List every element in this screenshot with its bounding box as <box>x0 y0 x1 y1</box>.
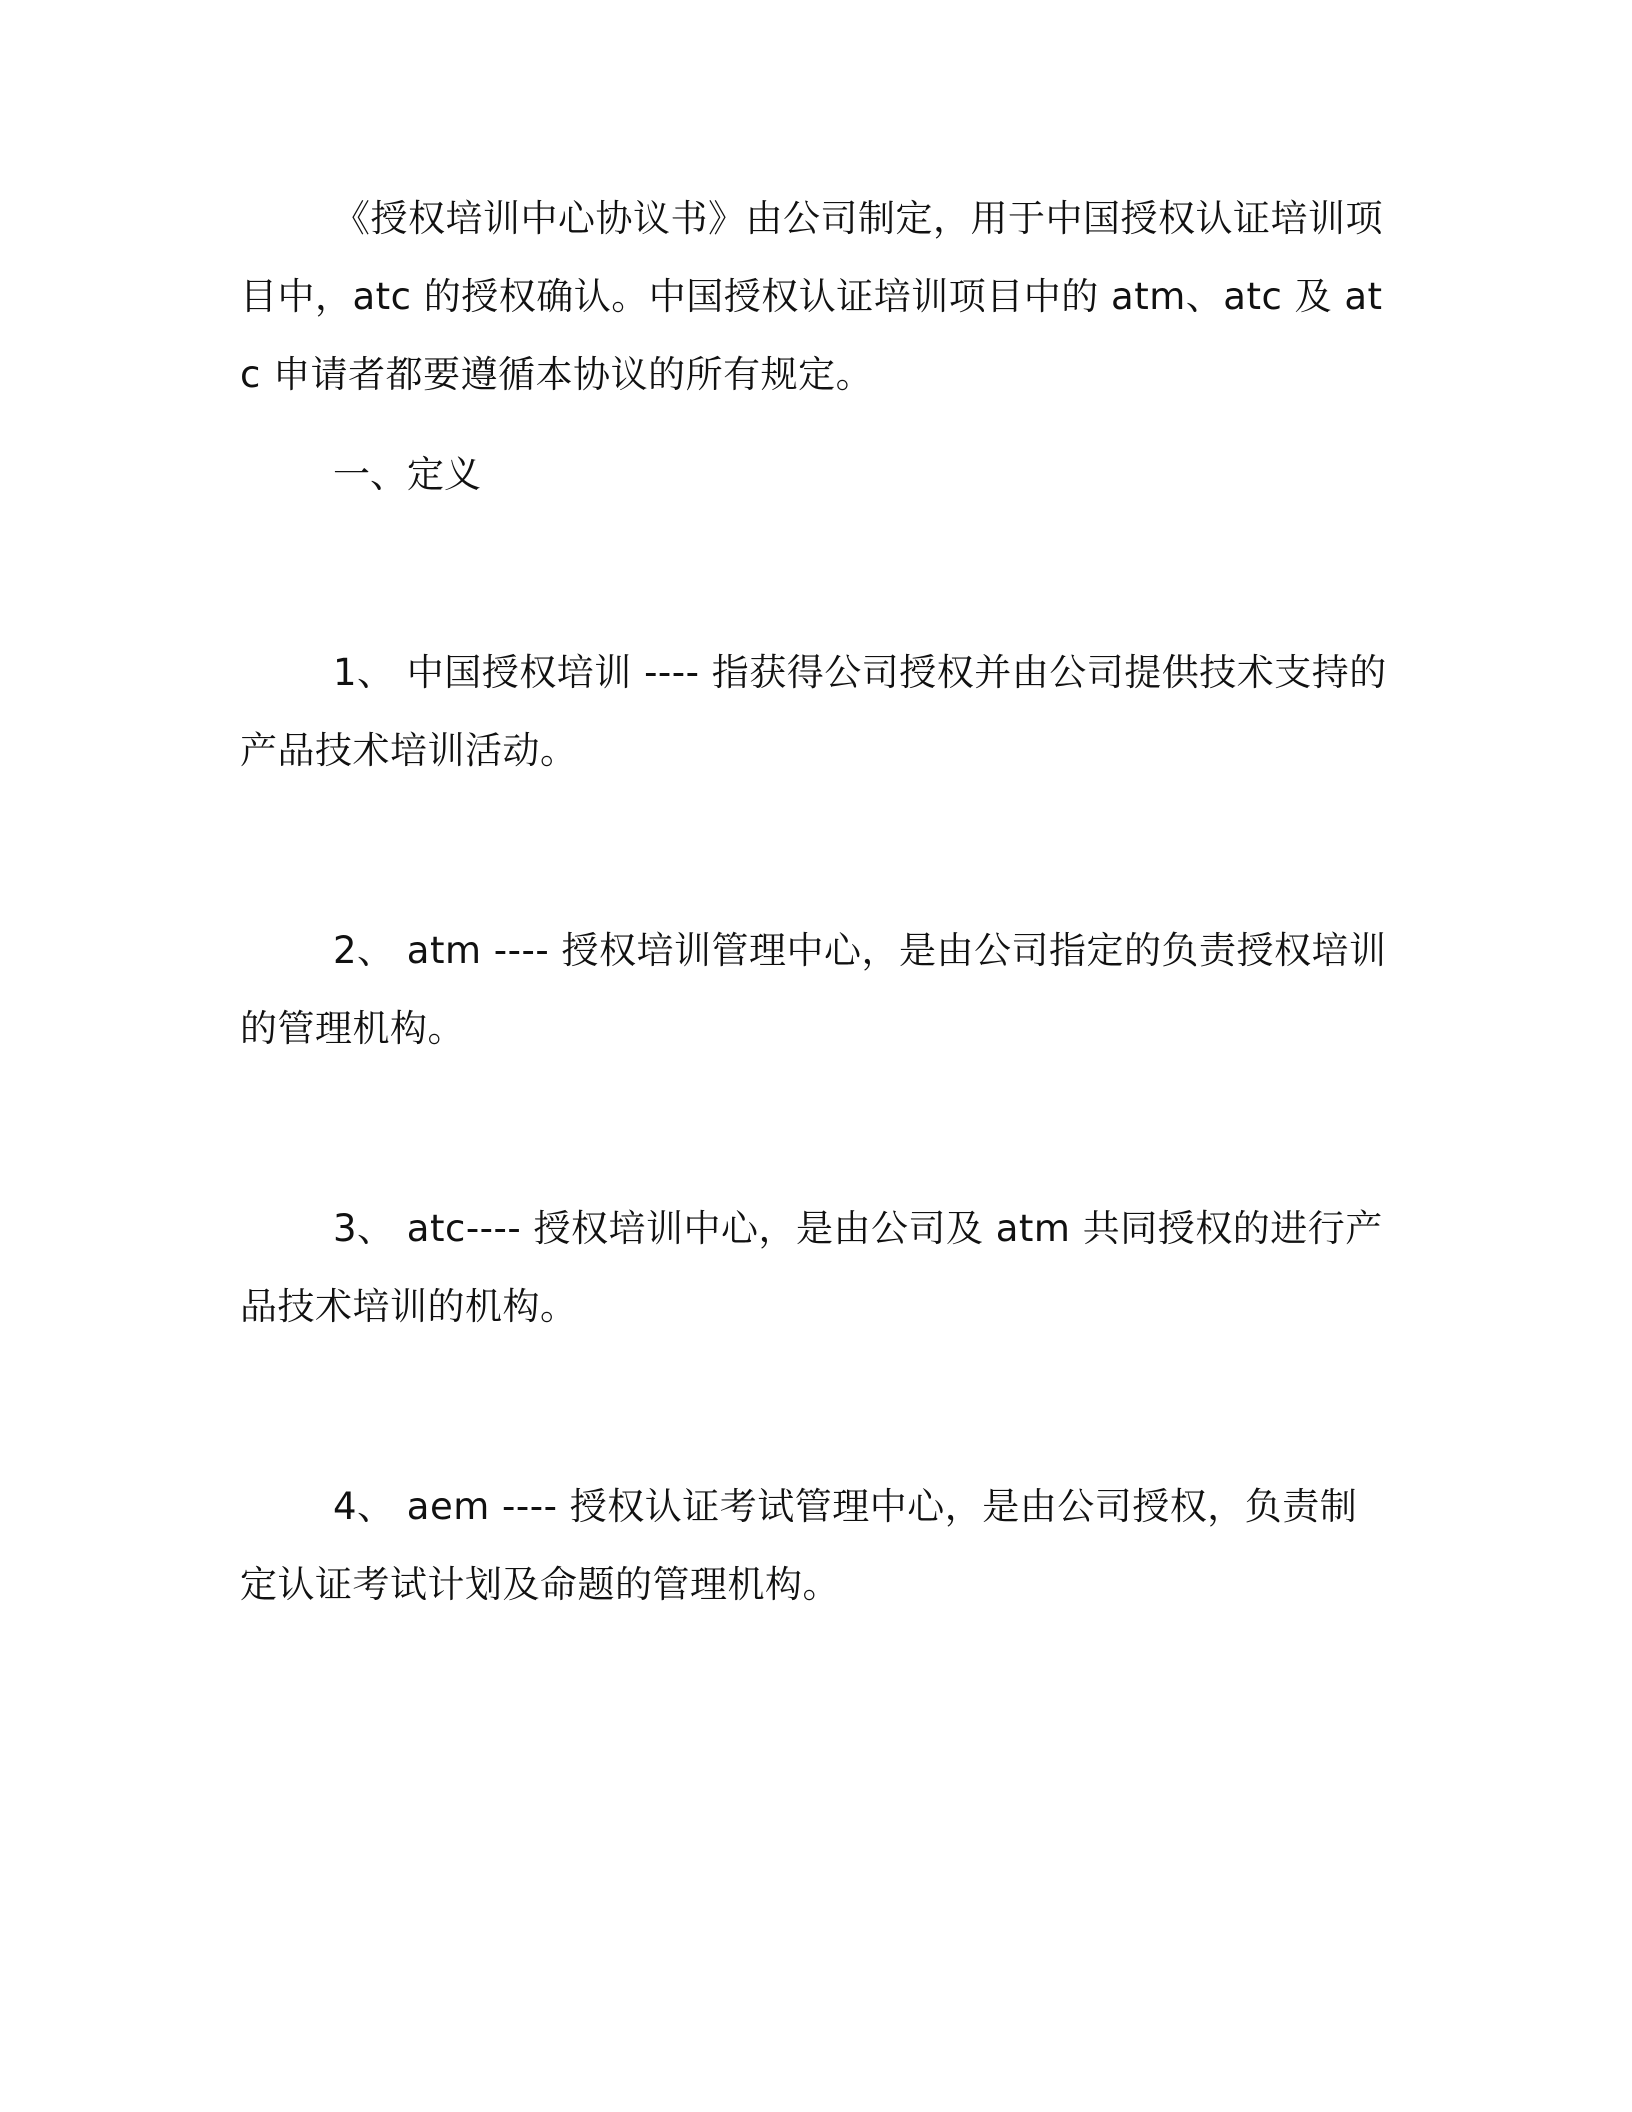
definition-item-1: 1、 中国授权培训 ---- 指获得公司授权并由公司提供技术支持的产品技术培训活动。 <box>240 651 1387 772</box>
definition-item-4: 4、 aem ---- 授权认证考试管理中心，是由公司授权，负责制定认证考试计划及命题的管理机构。 <box>240 1485 1358 1606</box>
definition-item-2: 2、 atm ---- 授权培训管理中心，是由公司指定的负责授权培训的管理机构。 <box>240 929 1387 1050</box>
definition-item-3: 3、 atc---- 授权培训中心，是由公司及 atm 共同授权的进行产品技术培训的机构。 <box>240 1207 1383 1328</box>
section-heading-definitions: 一、定义 <box>333 453 481 496</box>
intro-paragraph: 《授权培训中心协议书》由公司制定，用于中国授权认证培训项目中，atc 的授权确认。中国授权认证培训项目中的 atm、atc 及 atc 申请者都要遵循本协议的所有规定。 <box>240 197 1383 396</box>
